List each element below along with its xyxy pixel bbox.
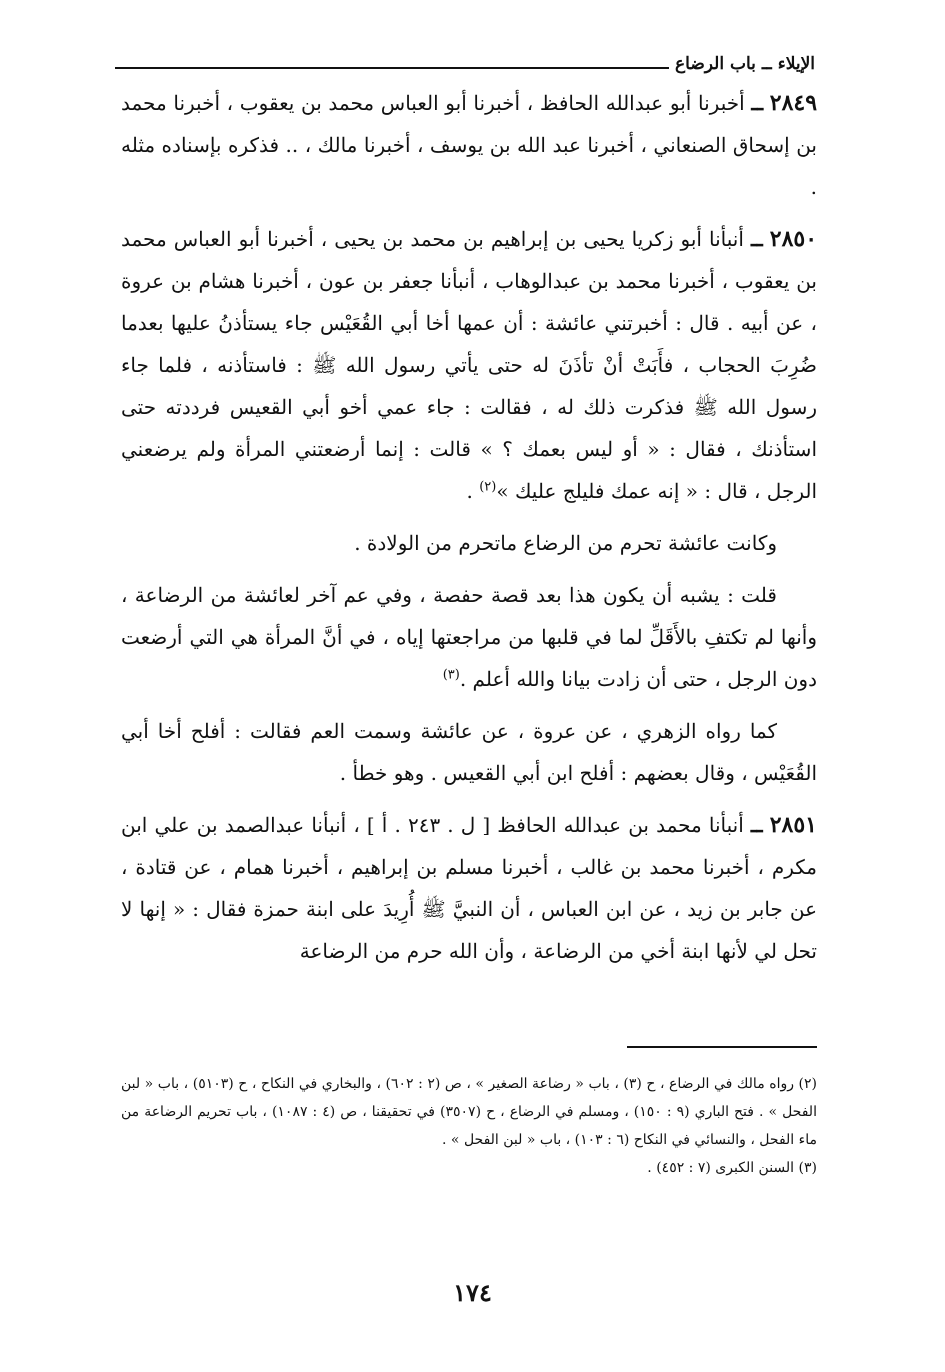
footnote-rule	[627, 1046, 817, 1048]
hadith-number: ٢٨٥١	[769, 812, 817, 838]
hadith-2849	[121, 82, 817, 208]
hadith-2850	[121, 218, 817, 512]
footnote-ref: (٣)	[442, 667, 460, 683]
paragraph-text: قلت : يشبه أن يكون هذا بعد قصة حفصة ، وفي عم آخر لعائشة من الرضاعة ، وأنها لم تكتفِ بالأَقَلِّ لما في قلبها من مراجعتها إياه ، في أنَّ المرأة هي التي أرضعت دون الرجل ، حتى أن زادت بيانا والله أعلم .	[121, 583, 817, 691]
paragraph-text: وكانت عائشة تحرم من الرضاع ماتحرم من الولادة .	[354, 531, 777, 555]
main-text	[121, 82, 817, 982]
footnote-ref: (٢)	[479, 479, 497, 495]
running-title: الإيلاء ــ باب الرضاع	[675, 54, 815, 74]
commentary-author	[121, 574, 817, 700]
commentary-aisha	[121, 522, 817, 564]
footnote-2: (٢) رواه مالك في الرضاع ، ح (٣) ، باب « رضاعة الصغير » ، ص (٢ : ٦٠٢) ، والبخاري في النكاح ، ح (٥١٠٣) ، باب « لبن الفحل » . فتح الباري (٩ : ١٥٠) ، ومسلم في الرضاع ، ح (٣٥٠٧) في تحقيقنا ، ص (٤ : ١٠٨٧) ، باب تحريم الرضاعة من ماء الفحل ، والنسائي في النكاح (٦ : ١٠٣) ، باب « لبن الفحل » .	[121, 1076, 817, 1148]
number-separator: ــ	[750, 813, 763, 837]
hadith-text: أخبرنا أبو عبدالله الحافظ ، أخبرنا أبو العباس محمد بن يعقوب ، أخبرنا محمد بن إسحاق الصنعاني ، أخبرنا عبد الله بن يوسف ، أخبرنا مالك ، .. فذكره بإسناده مثله .	[121, 91, 817, 199]
footnotes	[121, 1070, 817, 1182]
number-separator: ــ	[751, 91, 764, 115]
commentary-zuhri	[121, 710, 817, 794]
page-number: ١٧٤	[453, 1278, 492, 1307]
running-header	[115, 44, 815, 74]
hadith-2851	[121, 804, 817, 972]
hadith-text: أنبأنا محمد بن عبدالله الحافظ [ ل . ٢٤٣ . أ ] ، أنبأنا عبدالصمد بن علي ابن مكرم ، أخبرنا محمد بن غالب ، أخبرنا مسلم بن إبراهيم ، أخبرنا همام ، عن قتادة ، عن جابر بن زيد ، عن ابن العباس ، أن النبيَّ ﷺ أُرِيدَ على ابنة حمزة فقال : « إنها لا تحل لي لأنها ابنة أخي من الرضاعة ، وأن الله حرم من الرضاعة	[121, 813, 817, 963]
hadith-number: ٢٨٥٠	[769, 226, 818, 252]
hadith-text: أنبأنا أبو زكريا يحيى بن إبراهيم بن محمد بن يحيى ، أخبرنا أبو العباس محمد بن يعقوب ، أخبرنا محمد بن عبدالوهاب ، أنبأنا جعفر بن عون ، أخبرنا هشام بن عروة ، عن أبيه . قال : أخبرتني عائشة : أن عمها أخا أبي القُعَيْس جاء يستأذنُ عليها بعدما ضُرِبَ الحجاب ، فأَبَتْ أنْ تأذَنَ له حتى يأتي رسول الله ﷺ : فاستأذنه ، فلما جاء رسول الله ﷺ فذكرت ذلك له ، فقالت : جاء عمي أخو أبي القعيس فرددته حتى استأذنك ، فقال : « أو ليس بعمك ؟ » قالت : إنما أرضعتني المرأة ولم يرضعني الرجل ، قال : « إنه عمك فليلج عليك »	[121, 227, 817, 503]
header-rule	[115, 67, 669, 69]
sentence-end: .	[466, 479, 480, 503]
footnote-3: (٣) السنن الكبرى (٧ : ٤٥٢) .	[647, 1160, 817, 1176]
paragraph-text: كما رواه الزهري ، عن عروة ، عن عائشة وسمت العم فقالت : أفلح أخا أبي القُعَيْس ، وقال بعضهم : أفلح ابن أبي القعيس . وهو خطأ .	[121, 719, 817, 785]
hadith-number: ٢٨٤٩	[769, 90, 818, 116]
number-separator: ــ	[750, 227, 763, 251]
